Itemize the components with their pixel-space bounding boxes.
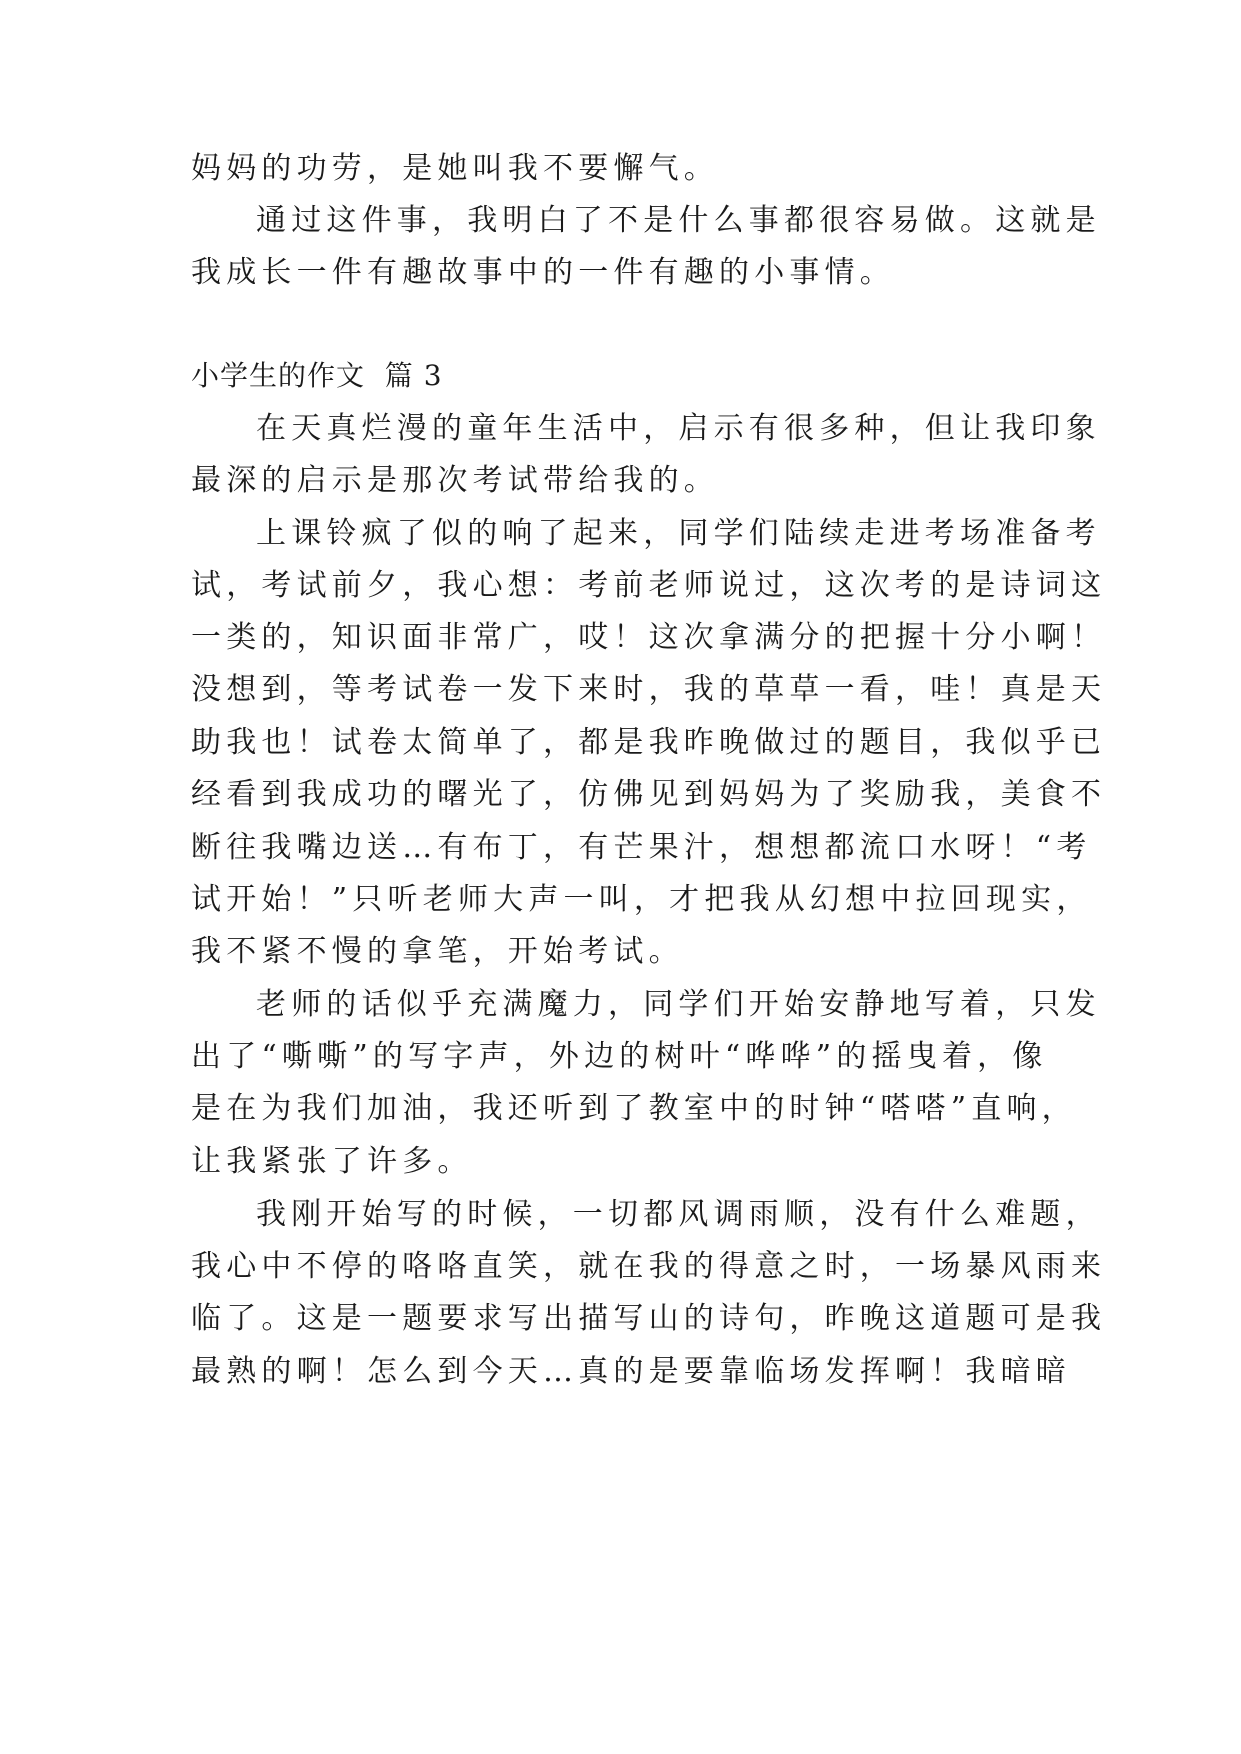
paragraph-first-line: 老师的话似乎充满魔力，同学们开始安静地写着，只发 [256, 987, 1101, 1022]
text-line: 出了“嘶嘶”的写字声，外边的树叶“哗哗”的摇曳着，像 [191, 1039, 1048, 1074]
text-line: 没想到，等考试卷一发下来时，我的草草一看，哇！真是天 [191, 672, 1107, 707]
paragraph-first-line: 通过这件事，我明白了不是什么事都很容易做。这就是 [256, 203, 1101, 238]
text-line: 妈妈的功劳，是她叫我不要懈气。 [191, 151, 719, 186]
text-line: 试开始！”只听老师大声一叫，才把我从幻想中拉回现实， [191, 882, 1092, 917]
section-heading: 小学生的作文 篇 3 [191, 359, 443, 392]
text-line: 试，考试前夕，我心想：考前老师说过，这次考的是诗词这 [191, 568, 1107, 603]
text-line: 最熟的啊！怎么到今天…真的是要靠临场发挥啊！我暗暗 [191, 1354, 1071, 1389]
paragraph-first-line: 在天真烂漫的童年生活中，启示有很多种，但让我印象 [256, 411, 1101, 446]
text-line: 临了。这是一题要求写出描写山的诗句，昨晚这道题可是我 [191, 1301, 1107, 1336]
text-line: 是在为我们加油，我还听到了教室中的时钟“嗒嗒”直响， [191, 1091, 1077, 1126]
paragraph-first-line: 我刚开始写的时候，一切都风调雨顺，没有什么难题， [256, 1197, 1101, 1232]
text-line: 最深的启示是那次考试带给我的。 [191, 463, 719, 498]
text-line: 一类的，知识面非常广，哎！这次拿满分的把握十分小啊！ [191, 620, 1107, 655]
text-line: 断往我嘴边送…有布丁，有芒果汁，想想都流口水呀！“考 [191, 830, 1092, 865]
paragraph-first-line: 上课铃疯了似的响了起来，同学们陆续走进考场准备考 [256, 516, 1101, 551]
text-line: 让我紧张了许多。 [191, 1144, 473, 1179]
text-line: 我不紧不慢的拿笔，开始考试。 [191, 934, 684, 969]
text-line: 我心中不停的咯咯直笑，就在我的得意之时，一场暴风雨来 [191, 1249, 1107, 1284]
text-line: 我成长一件有趣故事中的一件有趣的小事情。 [191, 255, 895, 290]
text-line: 经看到我成功的曙光了，仿佛见到妈妈为了奖励我，美食不 [191, 777, 1107, 812]
text-line: 助我也！试卷太简单了，都是我昨晚做过的题目，我似乎已 [191, 725, 1107, 760]
